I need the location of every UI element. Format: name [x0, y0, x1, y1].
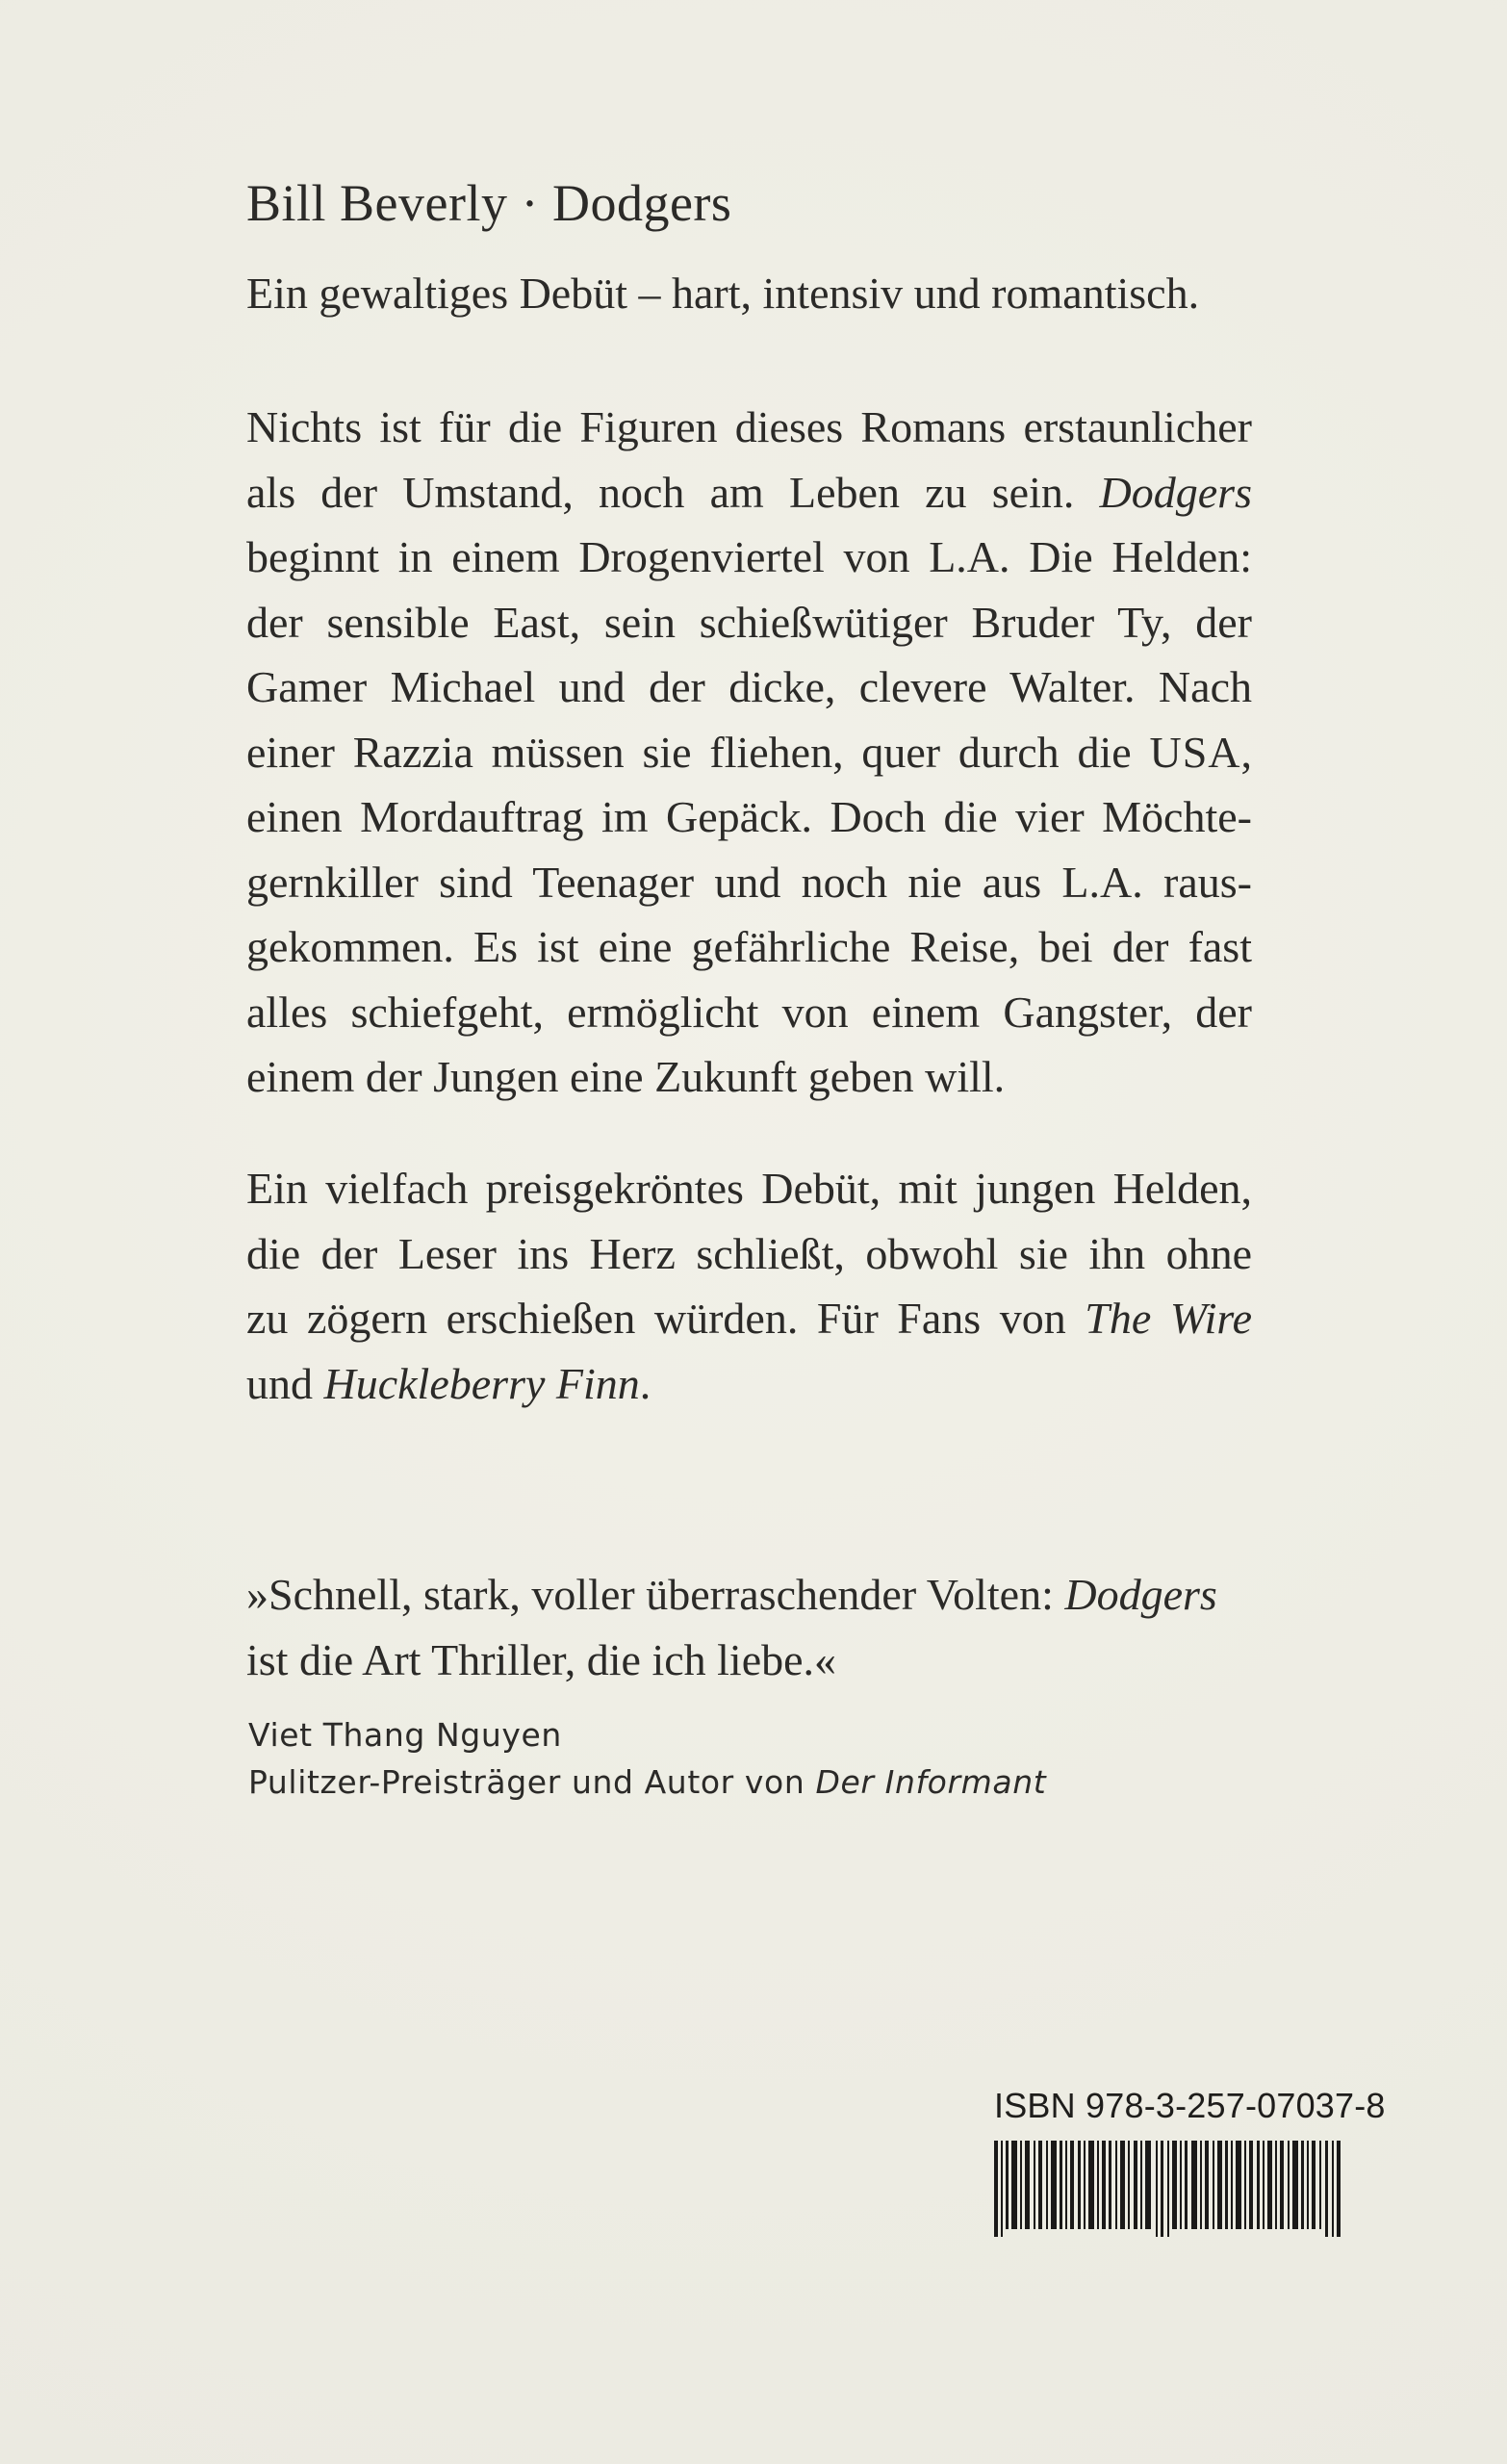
- credit-title-italic: Der Informant: [815, 1763, 1047, 1801]
- separator-dot: ·: [521, 174, 539, 232]
- reference-title-italic: Huckleberry Finn: [323, 1358, 640, 1408]
- paragraph-line: beginnt in einem Drogenviertel von L.A. Die Helden:: [246, 532, 1252, 581]
- book-title: Dodgers: [551, 174, 732, 232]
- paragraph-line: und Huckleberry Finn.: [246, 1358, 651, 1408]
- paragraph-line: der sensible East, sein schießwütiger Bruder Ty, der: [246, 597, 1252, 647]
- praise-paragraph: [246, 1156, 1252, 1416]
- paragraph-line: Ein vielfach preisgekröntes Debüt, mit jungen Helden,: [246, 1164, 1252, 1213]
- author-title-line: [246, 171, 731, 235]
- reference-title-italic: The Wire: [1085, 1294, 1253, 1343]
- quote-line: ist die Art Thriller, die ich liebe.«: [246, 1634, 837, 1684]
- barcode-icon: [994, 2141, 1341, 2237]
- paragraph-line: einer Razzia müssen sie fliehen, quer durch die USA,: [246, 727, 1252, 777]
- paragraph-line: als der Umstand, noch am Leben zu sein. Dodgers: [246, 467, 1252, 517]
- paragraph-line: gekommen. Es ist eine gefährliche Reise, bei der fast: [246, 922, 1252, 971]
- paragraph-line: alles schiefgeht, ermöglicht von einem Gangster, der: [246, 987, 1252, 1037]
- blurb-quote: [246, 1562, 1217, 1692]
- quote-line: »Schnell, stark, voller überraschender Volten: Dodgers: [246, 1570, 1217, 1619]
- paragraph-line: Nichts ist für die Figuren dieses Romans erstaunlicher: [246, 402, 1252, 451]
- paragraph-line: die der Leser ins Herz schließt, obwohl sie ihn ohne: [246, 1228, 1252, 1278]
- paragraph-line: gernkiller sind Teenager und noch nie aus L.A. raus-: [246, 857, 1252, 907]
- paragraph-line: einem der Jungen eine Zukunft geben will.: [246, 1052, 1006, 1101]
- isbn-label: ISBN 978-3-257-07037-8: [994, 2086, 1386, 2125]
- quote-author-credit: Pulitzer-Preisträger und Autor von Der Informant: [248, 1763, 1047, 1801]
- author-name: Bill Beverly: [246, 174, 508, 232]
- paragraph-line: Gamer Michael und der dicke, clevere Walter. Nach: [246, 662, 1252, 711]
- country-abbrev: USA: [1149, 727, 1241, 777]
- paragraph-line: zu zögern erschießen würden. Für Fans von The Wire: [246, 1294, 1253, 1343]
- description-paragraph: [246, 395, 1252, 1110]
- paragraph-line: einen Mordauftrag im Gepäck. Doch die vier Möchte-: [246, 792, 1252, 841]
- tagline: Ein gewaltiges Debüt – hart, intensiv und romantisch.: [246, 269, 1200, 318]
- book-title-italic: Dodgers: [1064, 1570, 1217, 1619]
- quote-author: Viet Thang Nguyen: [248, 1716, 562, 1754]
- book-title-italic: Dodgers: [1099, 467, 1252, 517]
